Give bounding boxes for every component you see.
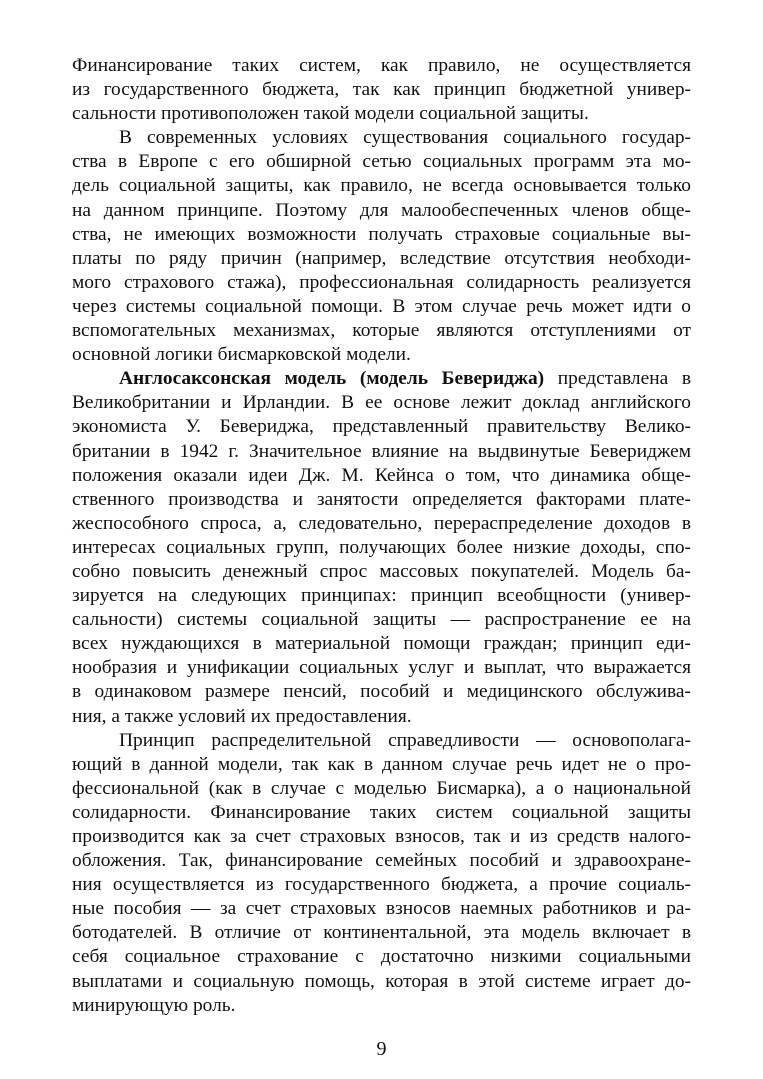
text-line: британии в 1942 г. Значительное влияние на выдвинутые Бевериджем bbox=[72, 440, 691, 462]
text-line: ства в Европе с его обширной сетью социальных программ эта мо- bbox=[72, 151, 691, 173]
text-line: обложения. Так, финансирование семейных пособий и здравоохране- bbox=[72, 850, 691, 872]
text-line: производится как за счет страховых взносов, так и из средств налого- bbox=[72, 826, 691, 847]
text-line: ния, а также условий их предоставления. bbox=[72, 705, 412, 727]
text-line: себя социальное страхование с достаточно низкими социальными bbox=[72, 946, 691, 968]
text-line: ботодателей. В отличие от континентальной, эта модель включает в bbox=[72, 922, 691, 944]
text-line: вспомогательных механизмах, которые являются отступлениями от bbox=[72, 320, 691, 342]
text-line: В современных условиях существования социального государ- bbox=[119, 127, 691, 149]
text-line: дель социальной защиты, как правило, не всегда основывается только bbox=[72, 175, 691, 197]
bold-term: Англосаксонская модель (модель Бевериджа) bbox=[119, 368, 545, 390]
text-line: ства, не имеющих возможности получать страховые социальные вы- bbox=[72, 223, 691, 245]
text-line: выплатами и социальную помощь, которая в этой системе играет до- bbox=[72, 970, 691, 992]
text-line: сальности противоположен такой модели социальной защиты. bbox=[72, 103, 589, 125]
text-line: фессиональной (как в случае с моделью Бисмарка), а о национальной bbox=[72, 777, 691, 799]
text-line: зируется на следующих принципах: принцип всеобщности (универ- bbox=[72, 585, 691, 607]
text-line: всех нуждающихся в материальной помощи граждан; принцип еди- bbox=[72, 633, 691, 655]
text-line bbox=[72, 367, 691, 391]
text-line: экономиста У. Бевериджа, представленный правительству Велико- bbox=[72, 416, 691, 438]
text-line: Принцип распределительной справедливости — основополага- bbox=[119, 729, 691, 751]
text-line: Финансирование таких систем, как правило, не осуществляется bbox=[72, 55, 691, 76]
text-line: сальности) системы социальной защиты — распространение ее на bbox=[72, 609, 691, 631]
body-text bbox=[72, 54, 691, 1018]
text-line: ственного производства и занятости определяется факторами плате- bbox=[72, 488, 691, 510]
text-line: жеспособного спроса, а, следовательно, перераспределение доходов в bbox=[72, 512, 691, 534]
text-line: солидарности. Финансирование таких систем социальной защиты bbox=[72, 801, 691, 823]
text-span: представлена в bbox=[544, 368, 691, 390]
text-line: через системы социальной помощи. В этом случае речь может идти о bbox=[72, 295, 691, 317]
text-line: минирующую роль. bbox=[72, 994, 236, 1016]
text-line: положения оказали идеи Дж. М. Кейнса о том, что динамика обще- bbox=[72, 464, 691, 486]
page-number: 9 bbox=[376, 1038, 387, 1060]
text-line: на данном принципе. Поэтому для малообеспеченных членов обще- bbox=[72, 199, 691, 221]
text-line: мого страхового стажа), профессиональная солидарность реализуется bbox=[72, 271, 691, 293]
text-line: интересах социальных групп, получающих более низкие доходы, спо- bbox=[72, 536, 691, 558]
text-line: ные пособия — за счет страховых взносов наемных работников и ра- bbox=[72, 898, 691, 920]
text-line: платы по ряду причин (например, вследствие отсутствия необходи- bbox=[72, 247, 691, 269]
text-line: ющий в данной модели, так как в данном случае речь идет не о про- bbox=[72, 753, 691, 775]
text-line: Великобритании и Ирландии. В ее основе лежит доклад английского bbox=[72, 392, 691, 414]
text-line: нообразия и унификации социальных услуг и выплат, что выражается bbox=[72, 657, 691, 679]
text-line: основной логики бисмарковской модели. bbox=[72, 344, 411, 366]
text-line: ния осуществляется из государственного бюджета, а прочие социаль- bbox=[72, 874, 691, 896]
text-line: собно повысить денежный спрос массовых покупателей. Модель ба- bbox=[72, 560, 691, 582]
text-line: в одинаковом размере пенсий, пособий и медицинского обслужива- bbox=[72, 681, 691, 703]
text-line: из государственного бюджета, так как принцип бюджетной универ- bbox=[72, 79, 691, 101]
